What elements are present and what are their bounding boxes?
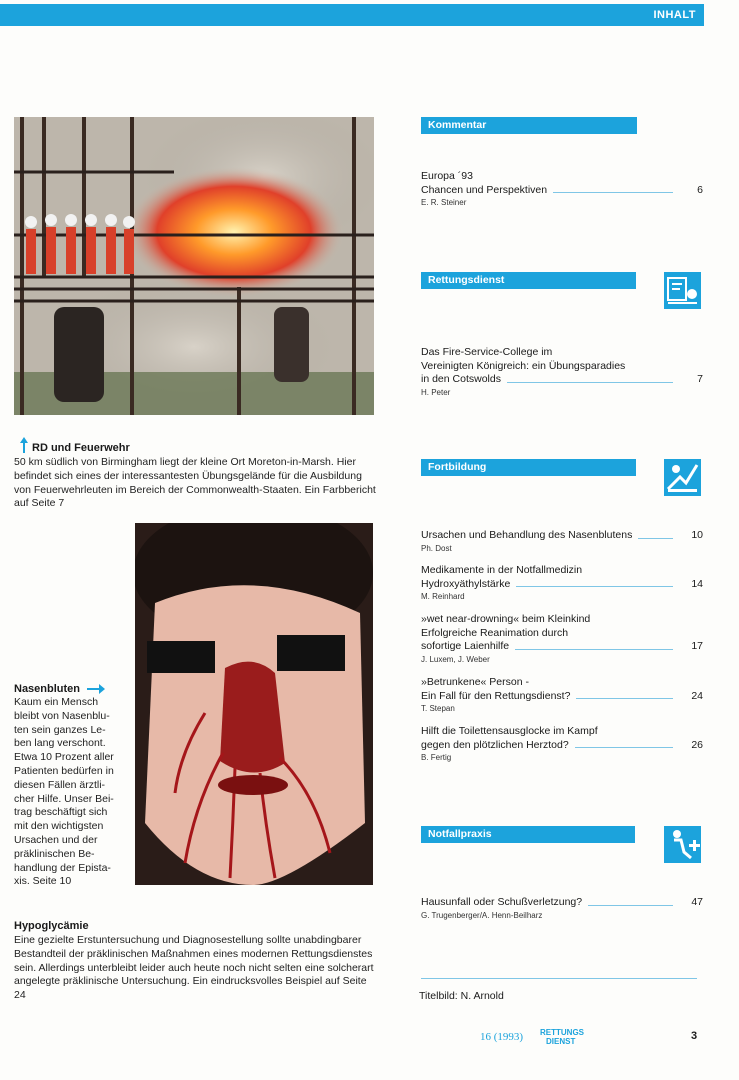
toc-leader bbox=[588, 905, 673, 906]
toc-entry-title: »wet near-drowning« beim Kleinkind bbox=[421, 613, 591, 625]
fire-training-illustration bbox=[14, 117, 374, 415]
toc-entry-lastline bbox=[421, 578, 703, 592]
header-bar bbox=[0, 4, 704, 26]
toc-entry-author: H. Peter bbox=[421, 387, 451, 397]
caption-nasen-line: cher Hilfe. Unser Bei- bbox=[14, 792, 114, 805]
nosebleed-illustration bbox=[135, 523, 373, 885]
section-fortbildung: Fortbildung bbox=[421, 459, 636, 476]
arrow-right-icon bbox=[87, 684, 105, 694]
toc-entry-title: Hilft die Toilettensausglocke im Kampf bbox=[421, 725, 598, 737]
toc-entry-title: Chancen und Perspektiven bbox=[421, 183, 548, 196]
toc-entry-title: sofortige Laienhilfe bbox=[421, 640, 510, 652]
caption-nasen-line: Kaum ein Mensch bbox=[14, 696, 99, 708]
caption-nasen-line: mit den wichtigsten bbox=[14, 820, 104, 833]
toc-entry-author: E. R. Steiner bbox=[421, 198, 467, 207]
cover-credit: Titelbild: N. Arnold bbox=[419, 990, 504, 1002]
toc-entry-author: Ph. Dost bbox=[421, 543, 452, 553]
toc-entry-lastline bbox=[421, 640, 703, 654]
toc-entry-author: T. Stepan bbox=[421, 704, 455, 713]
caption-nasen-text bbox=[14, 696, 132, 889]
toc-entry-title: Ursachen und Behandlung des Nasenblutens bbox=[421, 529, 633, 541]
toc-entry-title: »Betrunkene« Person - bbox=[421, 676, 529, 688]
fire-training-photo bbox=[14, 117, 374, 415]
toc-entry-page: 26 bbox=[691, 739, 703, 751]
toc-entry[interactable] bbox=[421, 346, 703, 397]
toc-entry-title: Vereinigten Königreich: ein Übungsparadies bbox=[421, 359, 626, 372]
caption-nasen-line: Etwa 10 Prozent aller bbox=[14, 751, 114, 764]
toc-entry-title: Medikamente in der Notfallmedizin bbox=[421, 564, 583, 576]
toc-entry-page: 47 bbox=[691, 896, 703, 908]
toc-entry-lastline bbox=[421, 896, 703, 910]
caption-nasen-line: bleibt von Nasenblu- bbox=[14, 709, 110, 722]
footer-divider bbox=[421, 978, 697, 979]
toc-entry-page: 10 bbox=[691, 529, 703, 541]
caption-nasen-line: diesen Fällen ärztli- bbox=[14, 778, 106, 791]
toc-entry[interactable] bbox=[421, 170, 703, 207]
caption-nasen-title-text: Nasenbluten bbox=[14, 683, 81, 695]
caption-hypo-title: Hypoglycämie bbox=[14, 920, 89, 932]
toc-leader bbox=[507, 382, 673, 383]
toc-leader bbox=[576, 698, 673, 699]
toc-leader bbox=[516, 586, 673, 587]
caption-rd-text: 50 km südlich von Birmingham liegt der kleine Ort Moreton-in-Marsh. Hier befindet sich eines der interessantesten Übungsgelände für die Ausbildung von Feuerwehrleuten im Bereich der Commonwealth-Staaten. Ein Farbbericht auf Seite 7 bbox=[14, 456, 376, 510]
toc-entry-page: 14 bbox=[691, 578, 703, 590]
arrow-up-icon bbox=[20, 437, 28, 453]
toc-entry-author: B. Fertig bbox=[421, 753, 452, 762]
toc-leader bbox=[553, 192, 673, 193]
toc-entry-lastline bbox=[421, 373, 703, 387]
ambulance-star-icon bbox=[664, 272, 701, 309]
toc-entry-title: Das Fire-Service-College im bbox=[421, 346, 553, 358]
caption-rd-title: RD und Feuerwehr bbox=[32, 442, 130, 454]
rettungsdienst-logo bbox=[540, 1027, 590, 1045]
caption-nasen-line: Patienten bedürfen in bbox=[14, 764, 114, 777]
nosebleed-photo bbox=[135, 523, 373, 885]
toc-entry[interactable] bbox=[421, 529, 703, 553]
toc-entry-title: Hydroxyäthylstärke bbox=[421, 577, 511, 590]
toc-entry-page: 24 bbox=[691, 690, 703, 702]
toc-leader bbox=[638, 538, 673, 539]
toc-entry-title: in den Cotswolds bbox=[421, 373, 501, 385]
caption-nasen-line: ben lang verschont. bbox=[14, 737, 106, 750]
caption-hypo-text: Eine gezielte Erstuntersuchung und Diagnosestellung sollte unabdingbarer Bestandteil der präklinischen Maßnahmen eines modernen Rettungsdienstes sein. Allerdings unterbleibt leider auch heute noch nicht selten eine solcherart angelegte präklinische Untersuchung. Ein eindrucksvolles Beispiel auf Seite 24 bbox=[14, 934, 374, 1002]
toc-entry-title: gegen den plötzlichen Herztod? bbox=[421, 738, 569, 751]
caption-nasen-line: ten sein ganzes Le- bbox=[14, 723, 106, 736]
caption-nasen-line: trag beschäftigt sich bbox=[14, 806, 108, 819]
toc-entry-page: 7 bbox=[697, 373, 703, 385]
toc-entry[interactable] bbox=[421, 676, 703, 713]
toc-entry-page: 17 bbox=[691, 640, 703, 652]
first-aid-person-icon bbox=[664, 826, 701, 863]
caption-nasen-title bbox=[14, 683, 105, 695]
toc-entry-lastline bbox=[421, 739, 703, 753]
caption-nasen-line: handlung der Epista- bbox=[14, 861, 111, 874]
toc-entry[interactable] bbox=[421, 564, 703, 601]
toc-entry[interactable] bbox=[421, 613, 703, 664]
svg-text:RETTUNGS: RETTUNGS bbox=[540, 1028, 584, 1037]
toc-entry-lastline bbox=[421, 690, 703, 704]
toc-entry-author: G. Trugenberger/A. Henn-Beilharz bbox=[421, 910, 543, 920]
section-rettungsdienst: Rettungsdienst bbox=[421, 272, 636, 289]
toc-entry-title: Ein Fall für den Rettungsdienst? bbox=[421, 689, 571, 702]
teaching-pointer-icon bbox=[664, 459, 701, 496]
caption-nasen-line: präklinischen Be- bbox=[14, 847, 95, 860]
toc-entry[interactable] bbox=[421, 896, 703, 920]
toc-leader bbox=[515, 649, 673, 650]
toc-entry-title: Erfolgreiche Reanimation durch bbox=[421, 626, 569, 639]
toc-entry-lastline bbox=[421, 184, 703, 198]
header-label: INHALT bbox=[653, 9, 696, 21]
svg-text:DIENST: DIENST bbox=[546, 1037, 576, 1045]
toc-entry-author: J. Luxem, J. Weber bbox=[421, 654, 490, 664]
section-kommentar: Kommentar bbox=[421, 117, 637, 134]
toc-entry[interactable] bbox=[421, 725, 703, 762]
caption-nasen-line: Ursachen und der bbox=[14, 833, 98, 846]
toc-entry-lastline bbox=[421, 529, 703, 543]
caption-nasen-line: xis. Seite 10 bbox=[14, 875, 72, 888]
issue-number: 16 (1993) bbox=[480, 1031, 524, 1043]
toc-entry-page: 6 bbox=[697, 184, 703, 196]
toc-entry-title: Europa ´93 bbox=[421, 170, 473, 182]
page-number: 3 bbox=[691, 1030, 698, 1042]
toc-entry-title: Hausunfall oder Schußverletzung? bbox=[421, 896, 583, 908]
section-notfallpraxis: Notfallpraxis bbox=[421, 826, 635, 843]
toc-entry-author: M. Reinhard bbox=[421, 592, 465, 601]
toc-leader bbox=[575, 747, 673, 748]
